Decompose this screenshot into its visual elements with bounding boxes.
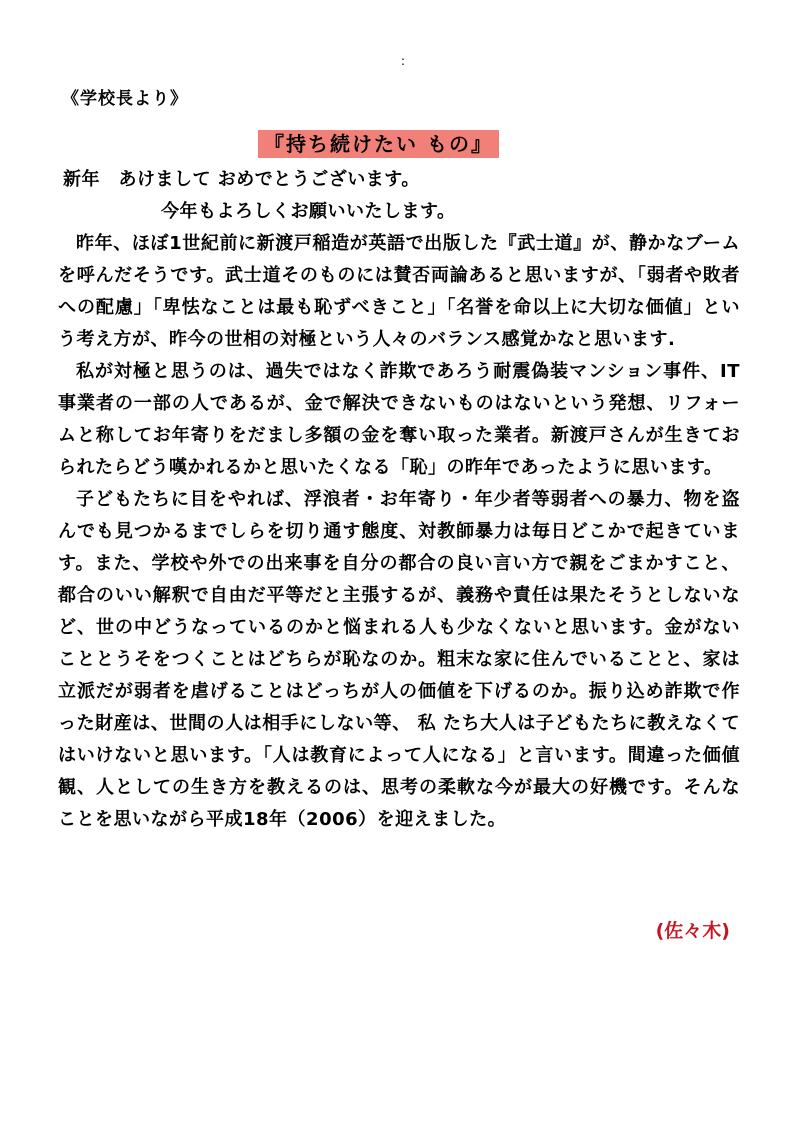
top-mark: : xyxy=(401,54,406,68)
paragraph-2: 私が対極と思うのは、過失ではなく詐欺であろう耐震偽装マンション事件、IT事業者の一部の人であるが、金で解決できないものはないという発想、リフォームと称してお年寄りをだまし多額の金を奪い取った業者。新渡戸さんが生きておられたらどう嘆かれるかと思いたくなる「恥」の昨年であったように思います。 xyxy=(58,361,740,478)
greeting-line-2: 今年もよろしくお願いいたします。 xyxy=(161,201,456,222)
paragraph-3: 子どもたちに目をやれば、浮浪者・お年寄り・年少者等弱者への暴力、物を盗んでも見つかるまでしらを切り通す態度、対教師暴力は毎日どこかで起きています。また、学校や外での出来事を自分の都合の良い言い方で親をごまかすこと、都合のいい解釈で自由だ平等だと主張するが、義務や責任は果たそうとしないなど、世の中どうなっているのかと悩まれる人も少なくないと思います。金がないこととうそをつくことはどちらが恥なのか。粗末な家に住んでいることと、家は立派だが弱者を虐げることはどっちが人の価値を下げるのか。振り込め詐欺で作った財産は、世間の人は相手にしない等、 私 たち大人は子どもたちに教えなくてはいけないと思います。「人は教育によって人になる」と言います。間違った価値観、人としての生き方を教えるのは、思考の柔軟な今が最大の好機です。そんなことを思いながら平成18年（2006）を迎えました。 xyxy=(58,489,740,830)
section-header: 《学校長より》 xyxy=(62,89,188,109)
article-body xyxy=(58,164,740,836)
signature: (佐々木) xyxy=(655,920,730,942)
paragraph-1: 昨年、ほぼ1世紀前に新渡戸稲造が英語で出版した『武士道』が、静かなブーム を呼んだそうです。武士道そのものには賛否両論あると思いますが、「弱者や敗者への配慮」「卑怯なことは最も恥ずべきこと」「名誉を命以上に大切な価値」という考え方が、昨今の世相の対極という人々のバランス感覚かなと思います. xyxy=(58,233,740,350)
article-title: 『持ち続けたい もの』 xyxy=(258,130,499,158)
greeting-line-1: 新年 あけまして おめでとうございます。 xyxy=(63,169,420,190)
